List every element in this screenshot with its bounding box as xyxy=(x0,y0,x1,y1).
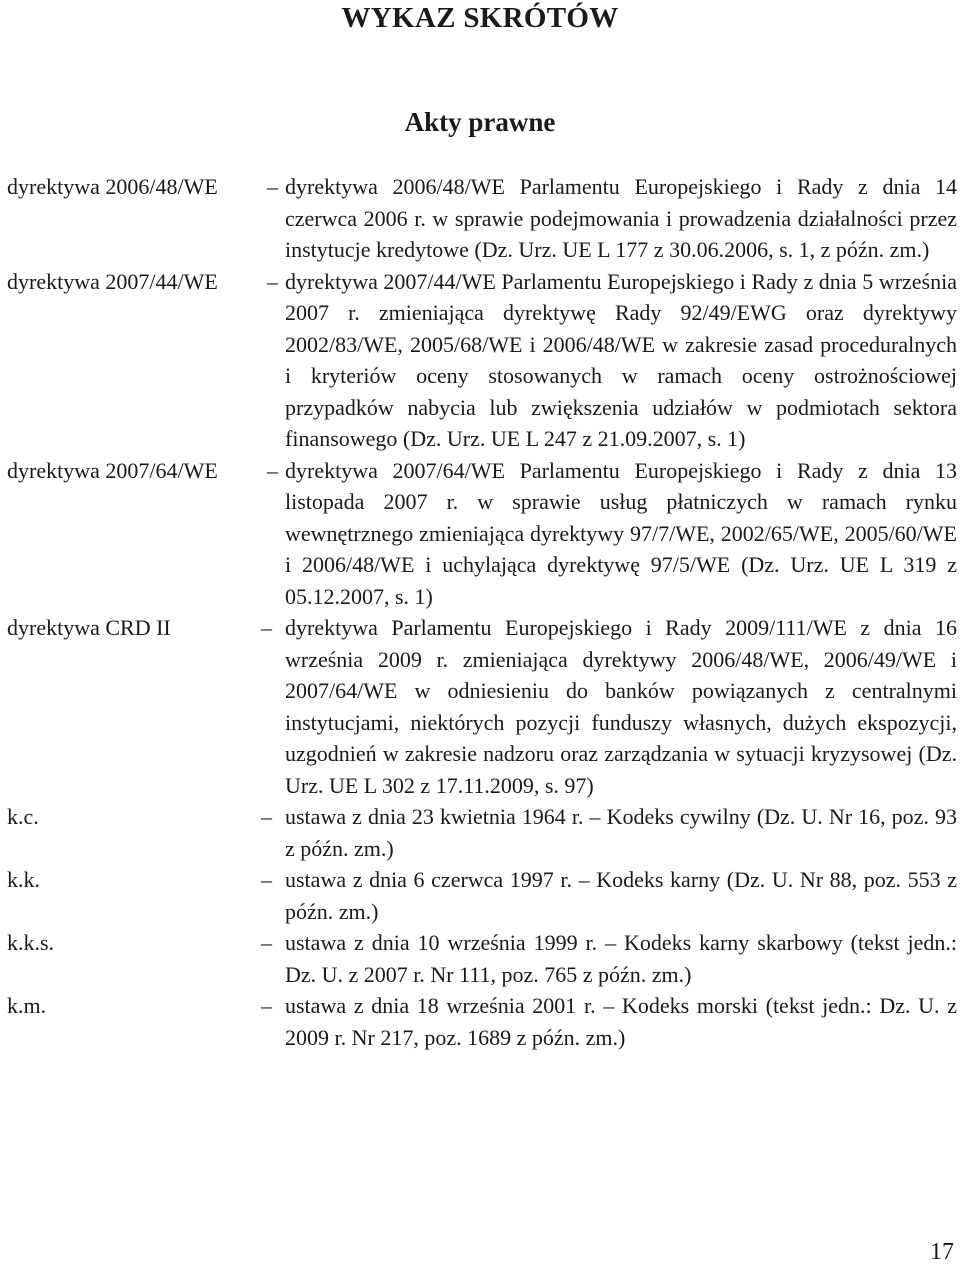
abbreviation-definition: ustawa z dnia 18 września 2001 r. – Kodeks morski (tekst jedn.: Dz. U. z 2009 r. Nr 217, poz. 1689 z późn. zm.) xyxy=(285,993,957,1050)
abbreviation-definition: dyrektywa 2006/48/WE Parlamentu Europejskiego i Rady z dnia 14 czerwca 2006 r. w sprawie podejmowania i prowadzenia działalności przez instytucje kredytowe (Dz. Urz. UE L 177 z 30.06.2006, s. 1, z późn. zm.) xyxy=(285,174,957,262)
abbreviation-list xyxy=(7,171,957,1053)
abbreviation-entry xyxy=(7,171,957,266)
abbreviation-entry xyxy=(7,266,957,455)
dash-separator: – xyxy=(261,993,272,1018)
abbreviation-definition: ustawa z dnia 6 czerwca 1997 r. – Kodeks karny (Dz. U. Nr 88, poz. 553 z późn. zm.) xyxy=(285,867,957,924)
abbreviation-term: dyrektywa 2007/64/WE xyxy=(7,457,218,483)
abbreviation-definition: ustawa z dnia 10 września 1999 r. – Kodeks karny skarbowy (tekst jedn.: Dz. U. z 2007 r. Nr 111, poz. 765 z późn. zm.) xyxy=(285,930,957,987)
abbreviation-entry xyxy=(7,990,957,1053)
abbreviation-term: dyrektywa CRD II xyxy=(7,615,171,640)
abbreviation-definition: dyrektywa Parlamentu Europejskiego i Rady 2009/111/WE z dnia 16 września 2009 r. zmieniająca dyrektywy 2006/48/WE, 2006/49/WE i 2007/64/WE w odniesieniu do banków powiązanych z centralnymi instytucjami, niektórych pozycji funduszy własnych, dużych ekspozycji, uzgodnień w zakresie nadzoru oraz zarządzania w sytuacji kryzysowej (Dz. Urz. UE L 302 z 17.11.2009, s. 97) xyxy=(285,615,957,798)
dash-separator: – xyxy=(261,930,272,955)
abbreviation-term: dyrektywa 2007/44/WE xyxy=(7,268,218,294)
section-title: Akty prawne xyxy=(404,107,556,137)
abbreviation-term: k.k. xyxy=(7,867,40,892)
abbreviation-definition: ustawa z dnia 23 kwietnia 1964 r. – Kodeks cywilny (Dz. U. Nr 16, poz. 93 z późn. zm.) xyxy=(285,804,957,861)
dash-separator: – xyxy=(267,268,278,294)
abbreviation-definition: dyrektywa 2007/44/WE Parlamentu Europejskiego i Rady z dnia 5 września 2007 r. zmieniająca dyrektywę Rady 92/49/EWG oraz dyrektywy 2002/83/WE, 2005/68/WE i 2006/48/WE w zakresie zasad proceduralnych i kryteriów oceny stosowanych w ramach oceny ostrożnościowej przypadków nabycia lub zwiększenia udziałów w podmiotach sektora finansowego (Dz. Urz. UE L 247 z 21.09.2007, s. 1) xyxy=(285,268,957,451)
abbreviation-entry xyxy=(7,455,957,613)
abbreviation-entry xyxy=(7,864,957,927)
dash-separator: – xyxy=(261,867,272,892)
dash-separator: – xyxy=(261,615,272,640)
abbreviation-term: k.c. xyxy=(7,804,39,829)
page-title: WYKAZ SKRÓTÓW xyxy=(341,2,619,34)
abbreviation-term: k.m. xyxy=(7,993,47,1018)
abbreviation-entry xyxy=(7,801,957,864)
page-number: 17 xyxy=(930,1239,954,1265)
dash-separator: – xyxy=(267,457,278,483)
abbreviation-term: dyrektywa 2006/48/WE xyxy=(7,174,218,199)
abbreviation-definition: dyrektywa 2007/64/WE Parlamentu Europejskiego i Rady z dnia 13 listopada 2007 r. w sprawie usług płatniczych w ramach rynku wewnętrznego zmieniająca dyrektywy 97/7/WE, 2002/65/WE, 2005/60/WE i 2006/48/WE i uchylająca dyrektywę 97/5/WE (Dz. Urz. UE L 319 z 05.12.2007, s. 1) xyxy=(285,457,957,609)
abbreviation-term: k.k.s. xyxy=(7,930,55,955)
abbreviation-entry xyxy=(7,927,957,990)
abbreviation-entry xyxy=(7,612,957,801)
dash-separator: – xyxy=(267,174,278,199)
dash-separator: – xyxy=(261,804,272,829)
